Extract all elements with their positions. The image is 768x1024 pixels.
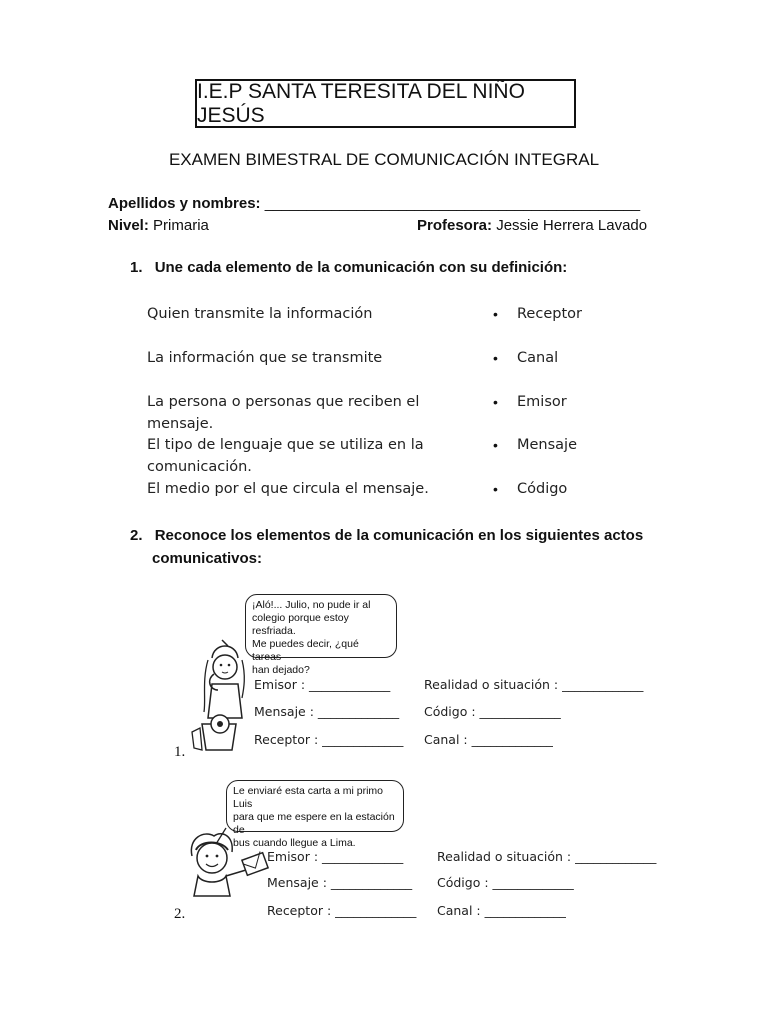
bubble-1-line: han dejado? [252,664,310,676]
school-name-box [195,79,576,128]
level-value: Primaria [153,217,209,234]
act-2-receptor[interactable]: Receptor : _____________ [267,903,417,918]
level-label: Nivel: [108,217,149,234]
teacher-label: Profesora: [417,217,493,234]
bullet: • [493,306,498,322]
act-1-realidad[interactable]: Realidad o situación : _____________ [424,677,644,692]
bubble-1-line: colegio porque estoy resfriada. [252,612,349,637]
act-1-mensaje[interactable]: Mensaje : _____________ [254,704,400,719]
bullet: • [493,481,498,497]
definition-5: El medio por el que circula el mensaje. [147,481,429,497]
bubble-2-line: Le enviaré esta carta a mi primo Luis [233,785,383,810]
act-2-mensaje[interactable]: Mensaje : _____________ [267,875,413,890]
bubble-1-line: Me puedes decir, ¿qué tareas [252,638,359,663]
name-label: Apellidos y nombres: [108,195,261,212]
definition-3: La persona o personas que reciben el [147,394,420,410]
act-1-number: 1. [174,744,186,760]
act-2-canal[interactable]: Canal : _____________ [437,903,566,918]
definition-3-cont: mensaje. [147,416,214,432]
act-1-canal[interactable]: Canal : _____________ [424,732,553,747]
level-row [108,217,209,234]
question-2-text-cont: comunicativos: [152,550,263,567]
question-2 [130,527,643,544]
definition-4-cont: comunicación. [147,459,252,475]
speech-bubble-1 [245,594,397,676]
definition-1: Quien transmite la información [147,306,373,322]
school-name: I.E.P SANTA TERESITA DEL NIÑO JESÚS [197,79,525,127]
teacher-value: Jessie Herrera Lavado [496,217,648,234]
question-2-number: 2. [130,527,143,544]
question-1 [130,259,567,276]
bullet: • [493,437,498,453]
question-1-number: 1. [130,259,143,276]
question-2-text: Reconoce los elementos de la comunicación en los siguientes actos [154,527,644,544]
element-canal: Canal [517,350,559,366]
girl-on-telephone-icon [192,640,254,752]
element-mensaje: Mensaje [517,437,578,453]
exam-title: EXAMEN BIMESTRAL DE COMUNICACIÓN INTEGRAL [168,150,600,169]
element-receptor: Receptor [517,306,582,322]
bubble-1-line: ¡Aló!... Julio, no pude ir al [252,599,371,611]
act-2-codigo[interactable]: Código : _____________ [437,875,574,890]
act-2-emisor[interactable]: Emisor : _____________ [267,849,404,864]
name-blank[interactable]: _____________________________________________ [264,195,641,212]
bullet: • [493,394,498,410]
definition-2: La información que se transmite [147,350,383,366]
act-2-number: 2. [174,906,186,922]
boy-with-letter-icon [186,826,272,896]
name-row [108,195,640,212]
element-emisor: Emisor [517,394,567,410]
teacher-row [417,217,647,234]
speech-bubble-2 [226,780,404,849]
act-1-emisor[interactable]: Emisor : _____________ [254,677,391,692]
act-1-receptor[interactable]: Receptor : _____________ [254,732,404,747]
bubble-2-line: para que me espere en la estación de [233,811,395,836]
question-1-text: Une cada elemento de la comunicación con su definición: [154,259,568,276]
act-2-realidad[interactable]: Realidad o situación : _____________ [437,849,657,864]
bubble-2-line: bus cuando llegue a Lima. [233,837,356,849]
act-1-codigo[interactable]: Código : _____________ [424,704,561,719]
definition-4: El tipo de lenguaje que se utiliza en la [147,437,424,453]
bullet: • [493,350,498,366]
element-codigo: Código [517,481,568,497]
